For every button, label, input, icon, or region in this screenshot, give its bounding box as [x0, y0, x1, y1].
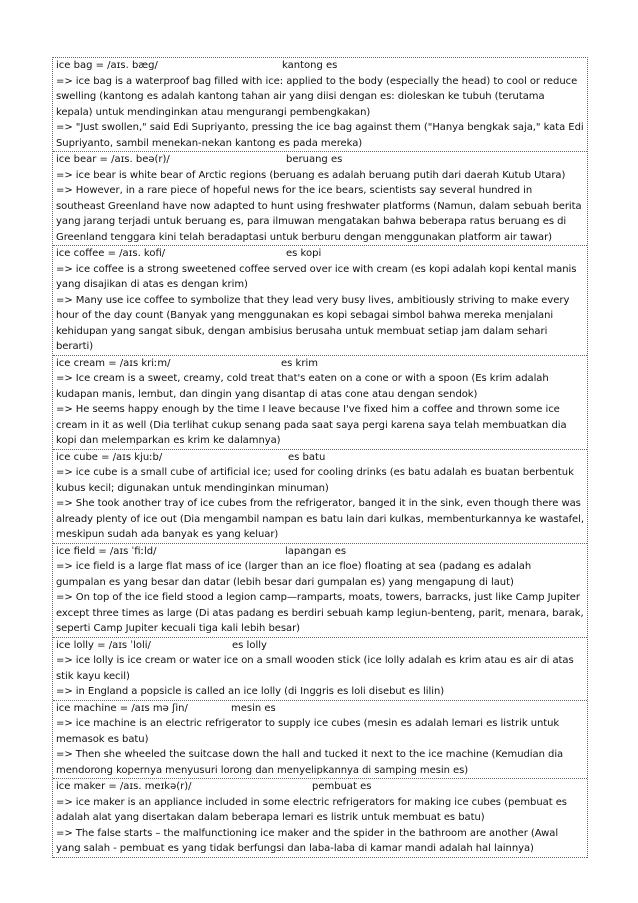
headword: ice cube = /aɪs kjuːb/ — [56, 451, 163, 463]
example-sentence: => Then she wheeled the suitcase down the hall and tucked it next to the ice machine (Kemudian dia mendorong kopernya menyusuri lorong dan menyelipkannya di samping mesin es) — [56, 749, 564, 776]
entry-ice-bag — [53, 58, 587, 152]
headword-line — [56, 246, 584, 262]
translation: lapangan es — [285, 545, 347, 557]
translation: es batu — [288, 451, 326, 463]
translation: beruang es — [286, 154, 343, 165]
headword-line — [56, 701, 584, 717]
headword-line — [56, 544, 584, 560]
headword: ice coffee = /aɪs. kofi/ — [56, 248, 166, 259]
definition: => ice maker is an appliance included in some electric refrigerators for making ice cubes (pembuat es adalah alat yang disertakan dalam beberapa lemari es listrik untuk membuat es batu) — [56, 796, 567, 823]
headword: ice machine = /aɪs mə ʃin/ — [56, 702, 188, 714]
definition: => ice field is a large flat mass of ice (larger than an ice floe) floating at sea (padang es adalah gumpalan es yang besar dan datar (lebih besar dari gumpalan es) yang mengapung di laut) — [56, 561, 532, 588]
definition: => Ice cream is a sweet, creamy, cold treat that's eaten on a cone or with a spoon (Es krim adalah kudapan manis, lembut, dan dingin yang disantap di atas cone atau dengan sendok) — [56, 373, 549, 400]
translation: mesin es — [231, 702, 276, 714]
headword: ice bear = /aɪs. beə(r)/ — [56, 154, 170, 165]
headword: ice field = /aɪs ˈfiːld/ — [56, 545, 157, 557]
definition: => ice coffee is a strong sweetened coffee served over ice with cream (es kopi adalah kopi kental manis yang disajikan di atas es dengan krim) — [56, 263, 577, 290]
headword: ice cream = /aɪs kriːm/ — [56, 357, 171, 369]
entry-ice-cube — [53, 450, 587, 544]
definition: => ice bear is white bear of Arctic regions (beruang es adalah beruang putih dari daerah Kutub Utara) — [56, 169, 566, 181]
example-sentence: => However, in a rare piece of hopeful news for the ice bears, scientists say several hundred in southeast Greenland have now adapted to hunt using freshwater platforms (Namun, dalam sebuah berita yang jarang terjadi untuk beruang es, para ilmuwan mengatakan bahwa beberapa ratus beruang es di Greenland tenggara kini telah beradaptasi untuk berburu dengan menggunakan platform air tawar) — [56, 185, 582, 243]
example-sentence: => "Just swollen," said Edi Supriyanto, pressing the ice bag against them ("Hanya bengkak saja," kata Edi Supriyanto, sambil menekan-nekan kantong es pada mereka) — [56, 122, 584, 149]
headword: ice lolly = /aɪs ˈloli/ — [56, 639, 151, 651]
headword: ice maker = /aɪs. meɪkə(r)/ — [56, 781, 192, 792]
example-sentence: => Many use ice coffee to symbolize that they lead very busy lives, ambitiously striving to make every hour of the day count (Banyak yang menggunakan es kopi sebagai simbol bahwa mereka menjalani kehidupan yang sangat sibuk, dengan ambisius berusaha untuk membuat setiap jam dalam sehari berarti) — [56, 294, 570, 352]
translation: es kopi — [286, 248, 322, 259]
definition: => ice machine is an electric refrigerator to supply ice cubes (mesin es adalah lemari es listrik untuk memasok es batu) — [56, 718, 560, 745]
entry-ice-coffee — [53, 246, 587, 356]
translation: es lolly — [232, 639, 267, 651]
definition: => ice cube is a small cube of artificial ice; used for cooling drinks (es batu adalah es buatan berbentuk kubus kecil; digunakan untuk mendinginkan minuman) — [56, 467, 574, 494]
entry-ice-machine — [53, 701, 587, 780]
headword-line — [56, 58, 584, 74]
definition: => ice lolly is ice cream or water ice on a small wooden stick (ice lolly adalah es krim atau es air di atas stik kayu kecil) — [56, 655, 574, 682]
definition: => ice bag is a waterproof bag filled with ice: applied to the body (especially the head) to cool or reduce swelling (kantong es adalah kantong tahan air yang diisi dengan es: dioleskan ke tubuh (terutama kepala) untuk mendinginkan atau mengurangi pembengkakan) — [56, 75, 578, 118]
example-sentence: => in England a popsicle is called an ice lolly (di Inggris es loli disebut es lilin) — [56, 686, 445, 697]
translation: pembuat es — [312, 781, 372, 792]
headword: ice bag = /aɪs. bæg/ — [56, 60, 158, 71]
example-sentence: => She took another tray of ice cubes from the refrigerator, banged it in the sink, even though there was already plenty of ice out (Dia mengambil nampan es batu lain dari kulkas, membenturkannya ke wastafel, meskipun sudah ada banyak es yang keluar) — [56, 498, 585, 540]
entry-ice-field — [53, 544, 587, 638]
entry-ice-maker — [53, 779, 587, 858]
headword-line — [56, 779, 584, 795]
entry-ice-lolly — [53, 638, 587, 701]
entry-ice-bear — [53, 152, 587, 246]
headword-line — [56, 152, 584, 168]
entry-ice-cream — [53, 356, 587, 450]
vocabulary-list — [52, 57, 588, 858]
example-sentence: => The false starts – the malfunctioning ice maker and the spider in the bathroom are another (Awal yang salah - pembuat es yang tidak berfungsi dan laba-laba di kamar mandi adalah hal lainnya) — [56, 827, 559, 854]
translation: kantong es — [282, 60, 338, 71]
headword-line — [56, 356, 584, 372]
example-sentence: => On top of the ice field stood a legion camp—ramparts, moats, towers, barracks, just like Camp Jupiter except three times as large (Di atas padang es berdiri sebuah kamp legiun-benteng, parit, menara, barak, seperti Camp Jupiter kecuali tiga kali lebih besar) — [56, 592, 584, 634]
example-sentence: => He seems happy enough by the time I leave because I've fixed him a coffee and thrown some ice cream in it as well (Dia terlihat cukup senang pada saat saya pergi karena saya telah membuatkan dia kopi dan melemparkan es krim ke dalamnya) — [56, 404, 567, 446]
headword-line — [56, 638, 584, 654]
headword-line — [56, 450, 584, 466]
translation: es krim — [281, 357, 318, 369]
